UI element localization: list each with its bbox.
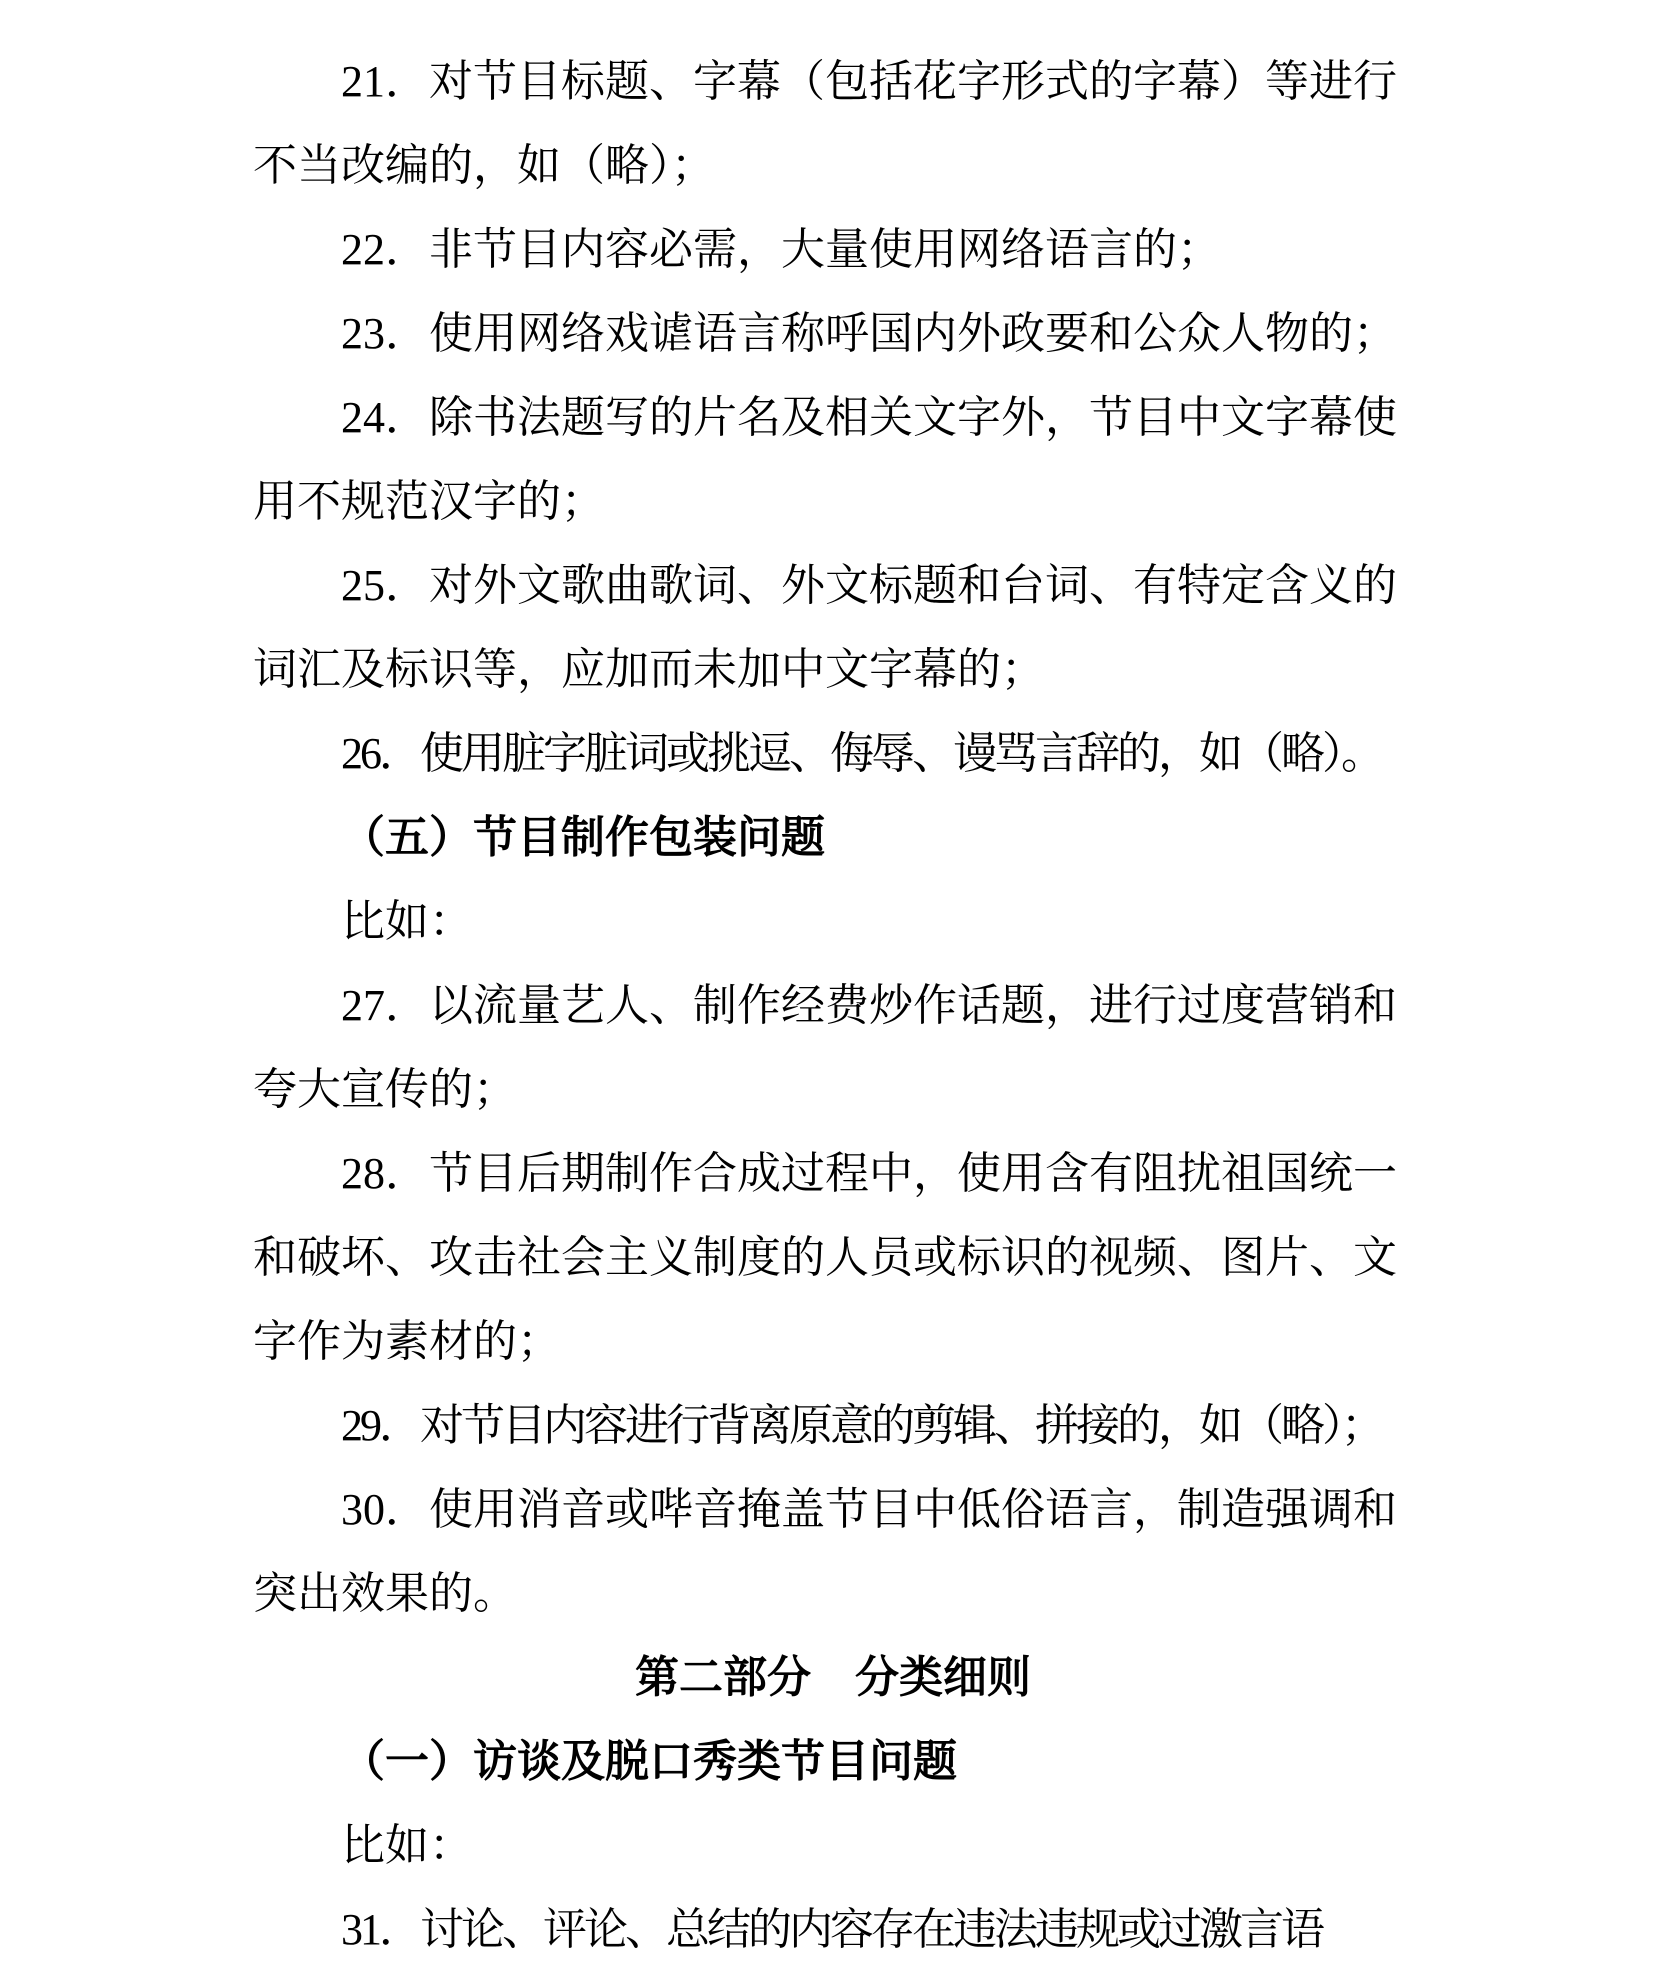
item-21-line-1: 21．对节目标题、字幕（包括花字形式的字幕）等进行	[341, 57, 1397, 106]
item-27-line-1: 27．以流量艺人、制作经费炒作话题，进行过度营销和	[341, 981, 1397, 1030]
example-label-2: 比如：	[341, 1821, 473, 1870]
item-21-line-2: 不当改编的，如（略）；	[253, 141, 715, 190]
item-27-line-2: 夸大宣传的；	[253, 1065, 517, 1114]
item-29: 29．对节目内容进行背离原意的剪辑、拼接的，如（略）；	[341, 1401, 1382, 1450]
item-26: 26．使用脏字脏词或挑逗、侮辱、谩骂言辞的，如（略）。	[341, 729, 1382, 778]
section-5-heading: （五）节目制作包装问题	[341, 813, 825, 862]
section-1-heading: （一）访谈及脱口秀类节目问题	[341, 1737, 957, 1786]
item-24-line-2: 用不规范汉字的；	[253, 477, 605, 526]
item-22: 22．非节目内容必需，大量使用网络语言的；	[341, 225, 1221, 274]
item-30-line-1: 30．使用消音或哔音掩盖节目中低俗语言，制造强调和	[341, 1485, 1397, 1534]
item-28-line-3: 字作为素材的；	[253, 1317, 561, 1366]
item-31-line-1: 31．讨论、评论、总结的内容存在违法违规或过激言语	[341, 1905, 1322, 1954]
item-24-line-1: 24．除书法题写的片名及相关文字外，节目中文字幕使	[341, 393, 1397, 442]
item-25-line-2: 词汇及标识等，应加而未加中文字幕的；	[253, 645, 1045, 694]
item-23: 23．使用网络戏谑语言称呼国内外政要和公众人物的；	[341, 309, 1397, 358]
item-30-line-2: 突出效果的。	[253, 1569, 517, 1618]
part-2-heading: 第二部分 分类细则	[635, 1653, 1031, 1702]
item-28-line-1: 28．节目后期制作合成过程中，使用含有阻扰祖国统一	[341, 1149, 1397, 1198]
item-25-line-1: 25．对外文歌曲歌词、外文标题和台词、有特定含义的	[341, 561, 1397, 610]
item-28-line-2: 和破坏、攻击社会主义制度的人员或标识的视频、图片、文	[253, 1233, 1397, 1282]
document-body	[253, 40, 1413, 1972]
example-label-1: 比如：	[341, 897, 473, 946]
